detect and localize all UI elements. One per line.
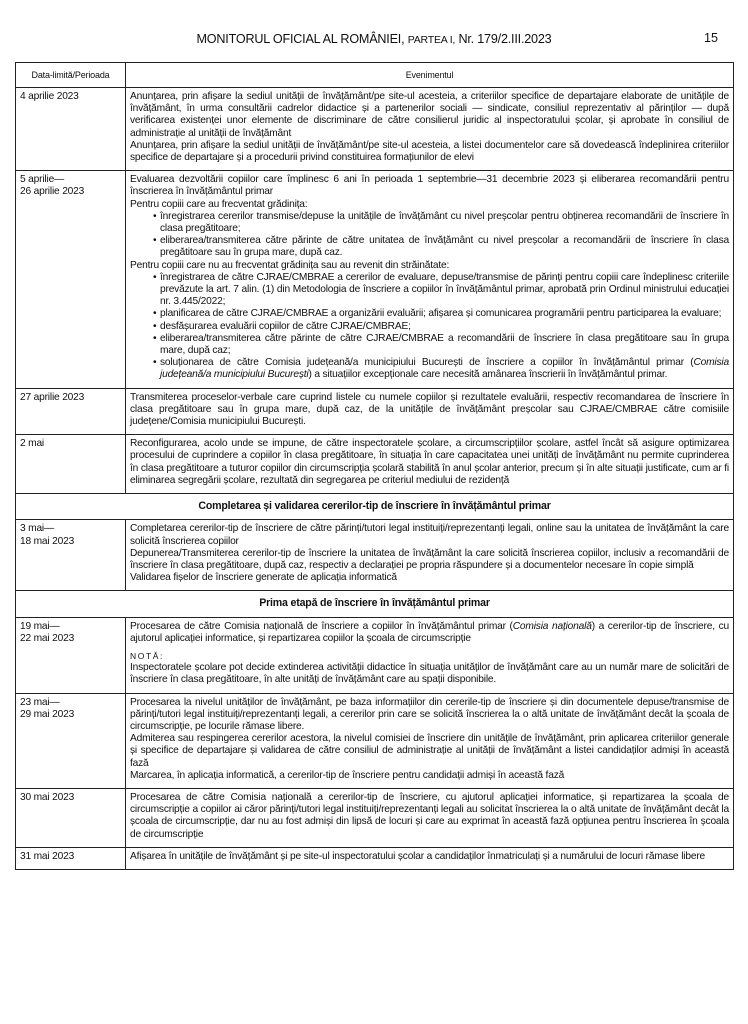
date-cell (16, 388, 126, 435)
date-line: 3 mai— (20, 523, 55, 535)
text-segment: ) a cererilor-tip de înscriere, cu ajutorul aplicației informatice, și repartizarea copiilor la școala de circumscripție (130, 620, 729, 644)
date-line: 19 mai— (20, 620, 60, 632)
date-cell (16, 617, 126, 693)
date-line: 30 mai 2023 (20, 791, 75, 803)
event-cell (126, 88, 734, 171)
table-row (16, 88, 734, 171)
bullet-item (160, 357, 729, 381)
event-paragraph: Admiterea sau respingerea cererilor acestora, la nivelul comisiei de înscriere din unitățile de învățământ, prin aplicarea criteriilor generale și specifice de departajare și validarea de către consiliul de administrație al unității de învățământ a listei candidaților admiși în această fază (130, 733, 729, 769)
date-line: 26 aprilie 2023 (20, 186, 85, 198)
date-line: 2 mai (20, 438, 45, 450)
event-paragraph: Anunțarea, prin afișare la sediul unității de învățământ/pe site-ul acesteia, a criteriilor specifice de departajare elaborate de unitățile de învățământ, în urma consultării cadrelor didactice și a partenerilor sociali — sindicate, consiliul reprezentativ al părinților — după verificarea existenței unor elemente de discriminare de către consilierul juridic al inspectoratului școlar, și aprobate în consiliul de administrație al unității de învățământ (130, 91, 729, 139)
event-paragraph: Pentru copiii care au frecventat grădinița: (130, 198, 308, 210)
date-line: 23 mai— (20, 696, 60, 708)
bullet-item: • eliberarea/transmiterea către părinte de către unitatea de învățământ cu nivel preșcolar a recomandării de înscriere în clasa pregătitoare sau în grupa mare, după caz. (160, 235, 729, 259)
event-cell (126, 788, 734, 847)
bullet-list (130, 272, 729, 357)
bullet-item: • eliberarea/transmiterea către părinte de către CJRAE/CMBRAE a recomandării de înscriere în clasa pregătitoare sau în grupa mare, după caz; (160, 333, 729, 357)
table-row (16, 520, 734, 591)
date-line: 5 aprilie— (20, 174, 65, 186)
event-paragraph: Procesarea de către Comisia națională a cererilor-tip de înscriere, cu ajutorul aplicației informatice, și repartizarea la școala de circumscripție a copiilor ai căror părinți/tutori legal instituiți/reprezentanți legali au solicitat înscrierea la o altă unitate de învățământ decât la școala de circumscripție, dar nu au fost admiși din lipsă de locuri și care au exprimat în această fază opțiunea pentru înscrierea în școala de circumscripție (130, 791, 729, 840)
date-line: 29 mai 2023 (20, 708, 75, 720)
event-cell (126, 435, 734, 494)
event-cell (126, 520, 734, 591)
date-line: 18 mai 2023 (20, 535, 75, 547)
date-cell (16, 693, 126, 788)
event-paragraph: Completarea cererilor-tip de înscriere de către părinți/tutori legal instituiți/reprezentanți legali, online sau la unitatea de învățământ la care solicită înscrierea copiilor (130, 523, 729, 547)
event-paragraph: Transmiterea proceselor-verbale care cuprind listele cu numele copiilor și rezultatele evaluării, respectiv recomandarea de înscriere în clasa pregătitoare sau în grupa mare, după caz, de la unitățile de învățământ preșcolar sau CJRAE/CMBRAE către comisiile județene/Comisia municipiului București. (130, 391, 729, 428)
column-header-event: Evenimentul (126, 63, 734, 88)
event-paragraph: Reconfigurarea, acolo unde se impune, de către inspectoratele școlare, a circumscripțiilor școlare, astfel încât să asigure optimizarea procesului de cuprindere a copiilor în clasa pregătitoare, în situația în care capacitatea unei unități de învățământ nu permite cuprinderea în clasa pregătitoare a tuturor copiilor din circumscripția școlară stabilită în anul școlar anterior, precum și în alte situații justificate, cum ar fi eliminarea segregării școlare, rezultată din segregarea pe criteriul mediului de rezidență (130, 438, 729, 486)
event-paragraph: Afișarea în unitățile de învățământ și pe site-ul inspectoratului școlar a candidaților înmatriculați și a numărului de locuri rămase libere (130, 850, 706, 862)
text-segment: Procesarea de către Comisia națională de înscriere a copiilor în învățământul primar ( (130, 620, 513, 632)
event-paragraph: Inspectoratele școlare pot decide extinderea activității didactice în situația unităților de învățământ care au un număr mare de solicitări de înscriere în clasa pregătitoare, în alte unități de învățământ care au spații disponibile. (130, 662, 729, 686)
bullet-item: • înregistrarea cererilor transmise/depuse la unitățile de învățământ cu nivel preșcolar pentru obținerea recomandării de înscriere în clasa pregătitoare; (160, 211, 729, 235)
event-cell (126, 617, 734, 693)
table-body (16, 88, 734, 870)
date-cell (16, 435, 126, 494)
italic-term: Comisia județeană/a municipiului București (160, 357, 729, 381)
event-paragraph (130, 621, 729, 645)
table-row (16, 617, 734, 693)
table-header-row (16, 63, 734, 88)
event-cell (126, 847, 734, 869)
date-cell (16, 88, 126, 171)
table-row (16, 693, 734, 788)
date-line: 31 mai 2023 (20, 850, 75, 862)
table-row (16, 171, 734, 388)
table-row (16, 388, 734, 435)
schedule-table (15, 62, 734, 870)
date-cell (16, 520, 126, 591)
date-line: 27 aprilie 2023 (20, 391, 85, 403)
event-cell (126, 693, 734, 788)
page-number: 15 (704, 31, 719, 45)
bullet-item: • înregistrarea de către CJRAE/CMBRAE a cererilor de evaluare, depuse/transmise de părinți pentru copiii care îndeplinesc criteriile prevăzute la art. 7 alin. (1) din Metodologia de înscriere a copiilor în învățământul primar, aprobată prin Ordinul ministrului educației nr. 3.445/2022; (160, 272, 729, 309)
text-segment: soluționarea de către Comisia județeană/a municipiului București de înscriere a copiilor în învățământul primar ( (160, 357, 694, 369)
event-cell (126, 171, 734, 388)
table-row (16, 788, 734, 847)
column-header-date: Data-limită/Perioada (16, 63, 126, 88)
table-row (16, 435, 734, 494)
publication-part: PARTEA I, (407, 34, 456, 46)
event-paragraph: Procesarea la nivelul unităților de învățământ, pe baza informațiilor din cererile-tip de înscriere și din documentele depuse/transmise de părinți/tutori legal instituiți/reprezentanți legali, a cererilor prin care se solicită înscrierea la o altă unitate de învățământ decât la școala de circumscripție, pe locurile rămase libere. (130, 696, 729, 732)
event-paragraph: Marcarea, în aplicația informatică, a cererilor-tip de înscriere pentru candidații admiși în această fază (130, 769, 565, 781)
italic-term: Comisia națională (512, 620, 592, 632)
event-paragraph: Depunerea/Transmiterea cererilor-tip de înscriere la unitatea de învățământ la care solicită înscrierea copiilor, inclusiv a recomandării de înscriere în clasa pregătitoare, după caz, respectiv a declarației pe propria răspundere și a documentelor necesare în copie simplă (130, 547, 729, 571)
event-paragraph: Validarea fișelor de înscriere generate de aplicația informatică (130, 572, 397, 584)
section-title: Completarea și validarea cererilor-tip de înscriere în învățământul primar (16, 494, 734, 520)
section-header-row (16, 494, 734, 520)
publication-issue: Nr. 179/2.III.2023 (458, 32, 552, 46)
event-paragraph: Pentru copiii care nu au frecventat grădinița sau au revenit din străinătate: (130, 259, 450, 271)
date-cell (16, 788, 126, 847)
text-segment: ) a situațiilor excepționale care necesită amânarea înscrierii în învățământul primar. (308, 369, 668, 381)
page-header (0, 32, 748, 46)
bullet-item: • planificarea de către CJRAE/CMBRAE a organizării evaluării; afișarea și comunicarea programării pentru participarea la evaluare; (160, 308, 729, 320)
note-label: NOTĂ: (130, 650, 164, 661)
table-row (16, 847, 734, 869)
date-cell (16, 171, 126, 388)
date-line: 22 mai 2023 (20, 632, 75, 644)
bullet-item: • desfășurarea evaluării copiilor de către CJRAE/CMBRAE; (160, 321, 729, 333)
section-title: Prima etapă de înscriere în învățământul primar (16, 591, 734, 617)
date-cell (16, 847, 126, 869)
bullet-list (130, 357, 729, 381)
event-cell (126, 388, 734, 435)
bullet-list (130, 211, 729, 260)
event-paragraph: Evaluarea dezvoltării copiilor care împlinesc 6 ani în perioada 1 septembrie—31 decembrie 2023 și eliberarea recomandării pentru înscrierea în învățământul primar (130, 174, 729, 198)
date-line: 4 aprilie 2023 (20, 91, 79, 102)
publication-title: MONITORUL OFICIAL AL ROMÂNIEI, (196, 32, 405, 46)
event-paragraph: Anunțarea, prin afișare la sediul unității de învățământ/pe site-ul acesteia, a listei documentelor care să dovedească îndeplinirea criteriilor specifice de departajare și a procedurii privind constituirea formațiunilor de elevi (130, 139, 729, 164)
section-header-row (16, 591, 734, 617)
